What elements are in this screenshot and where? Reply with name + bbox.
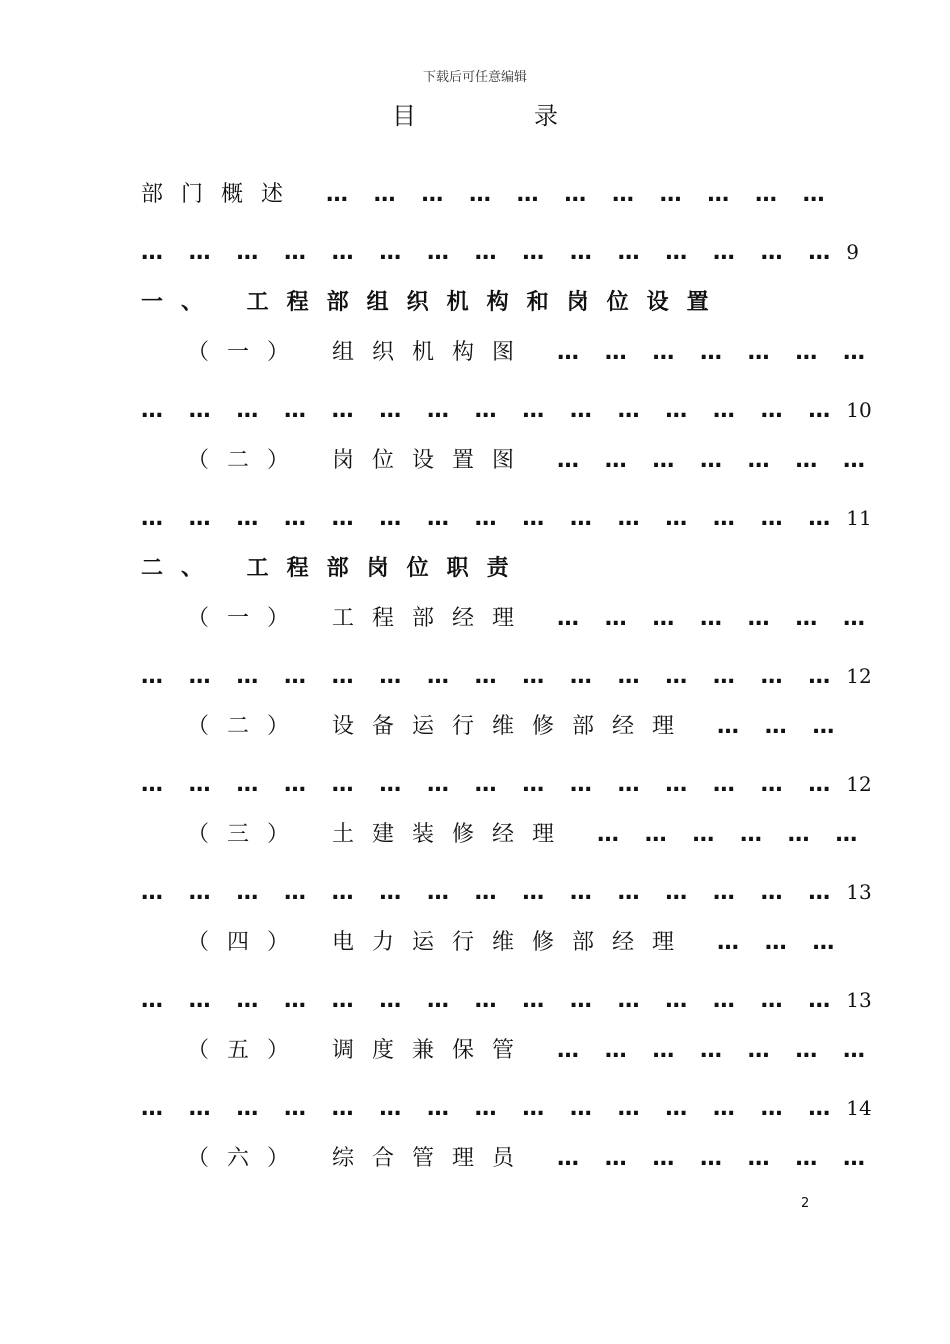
dot-leader: … … …	[717, 930, 844, 955]
toc-page-number: 11	[846, 506, 872, 530]
toc-page-number: 12	[846, 664, 872, 688]
dot-leader: … … … … … … … … … … … … … … …	[141, 506, 840, 531]
toc-entry-overview[interactable]	[141, 180, 834, 210]
toc-entry-number: （一）	[187, 606, 308, 631]
toc-entry-power-manager-cont	[141, 985, 872, 1016]
header-note: 下载后可任意编辑	[422, 70, 527, 85]
dot-leader: … … … … … … … … … … … … … … …	[141, 240, 840, 265]
dot-leader: … … … … … … … … … … … … … … …	[141, 880, 840, 905]
dot-leader: … … … … … …	[597, 822, 867, 847]
dot-leader: … … … … … … … … … … … … … … …	[141, 1096, 840, 1121]
dot-leader: … … … … … … …	[557, 340, 874, 365]
toc-entry-number: （五）	[187, 1038, 308, 1063]
toc-entry-post-chart-cont	[141, 503, 872, 534]
toc-entry-label: 部门概述	[141, 182, 302, 207]
toc-entry-overview-cont	[141, 237, 859, 268]
toc-entry-civil-manager-cont	[141, 877, 872, 908]
toc-entry-civil-manager[interactable]	[187, 820, 866, 850]
toc-title: 目录	[392, 102, 676, 130]
dot-leader: … … … … … … …	[557, 1038, 874, 1063]
dot-leader: … … … … … … … … … … …	[326, 182, 834, 207]
toc-page-number: 10	[846, 398, 872, 422]
toc-entry-number: （二）	[187, 714, 308, 739]
toc-entry-manager-cont	[141, 661, 872, 692]
dot-leader: … … … … … … … … … … … … … … …	[141, 772, 840, 797]
dot-leader: … … … … … … … … … … … … … … …	[141, 664, 840, 689]
toc-page-number: 9	[846, 240, 859, 264]
toc-section-2[interactable]	[141, 554, 527, 584]
toc-entry-number: （二）	[187, 448, 308, 473]
toc-section-1[interactable]	[141, 288, 727, 318]
toc-entry-number: （三）	[187, 822, 308, 847]
toc-entry-label: 岗位设置图	[332, 448, 533, 473]
toc-entry-equip-manager[interactable]	[187, 712, 843, 742]
toc-page-number: 13	[846, 880, 872, 904]
toc-entry-equip-manager-cont	[141, 769, 872, 800]
toc-entry-org-chart[interactable]	[187, 338, 874, 368]
toc-entry-number: （六）	[187, 1146, 308, 1171]
toc-section-label: 二、 工程部岗位职责	[141, 556, 527, 581]
toc-page-number: 14	[846, 1096, 872, 1120]
dot-leader: … … … … … … …	[557, 1146, 874, 1171]
dot-leader: … … … … … … … … … … … … … … …	[141, 398, 840, 423]
toc-entry-number: （一）	[187, 340, 308, 365]
toc-entry-label: 工程部经理	[332, 606, 533, 631]
toc-entry-dispatch[interactable]	[187, 1036, 874, 1066]
toc-entry-power-manager[interactable]	[187, 928, 843, 958]
toc-entry-number: （四）	[187, 930, 308, 955]
toc-entry-manager[interactable]	[187, 604, 874, 634]
toc-entry-label: 电力运行维修部经理	[332, 930, 693, 955]
toc-entry-post-chart[interactable]	[187, 446, 874, 476]
toc-entry-org-chart-cont	[141, 395, 872, 426]
dot-leader: … … … … … … …	[557, 606, 874, 631]
toc-entry-admin[interactable]	[187, 1144, 874, 1174]
toc-entry-label: 综合管理员	[332, 1146, 533, 1171]
dot-leader: … … … … … … …	[557, 448, 874, 473]
toc-entry-label: 组织机构图	[332, 340, 533, 365]
toc-entry-dispatch-cont	[141, 1093, 872, 1124]
toc-page-number: 13	[846, 988, 872, 1012]
toc-section-label: 一、 工程部组织机构和岗位设置	[141, 290, 727, 315]
toc-entry-label: 土建装修经理	[332, 822, 573, 847]
toc-entry-label: 设备运行维修部经理	[332, 714, 693, 739]
dot-leader: … … …	[717, 714, 844, 739]
toc-entry-label: 调度兼保管	[332, 1038, 533, 1063]
toc-page-number: 12	[846, 772, 872, 796]
dot-leader: … … … … … … … … … … … … … … …	[141, 988, 840, 1013]
page-number: 2	[801, 1196, 810, 1211]
